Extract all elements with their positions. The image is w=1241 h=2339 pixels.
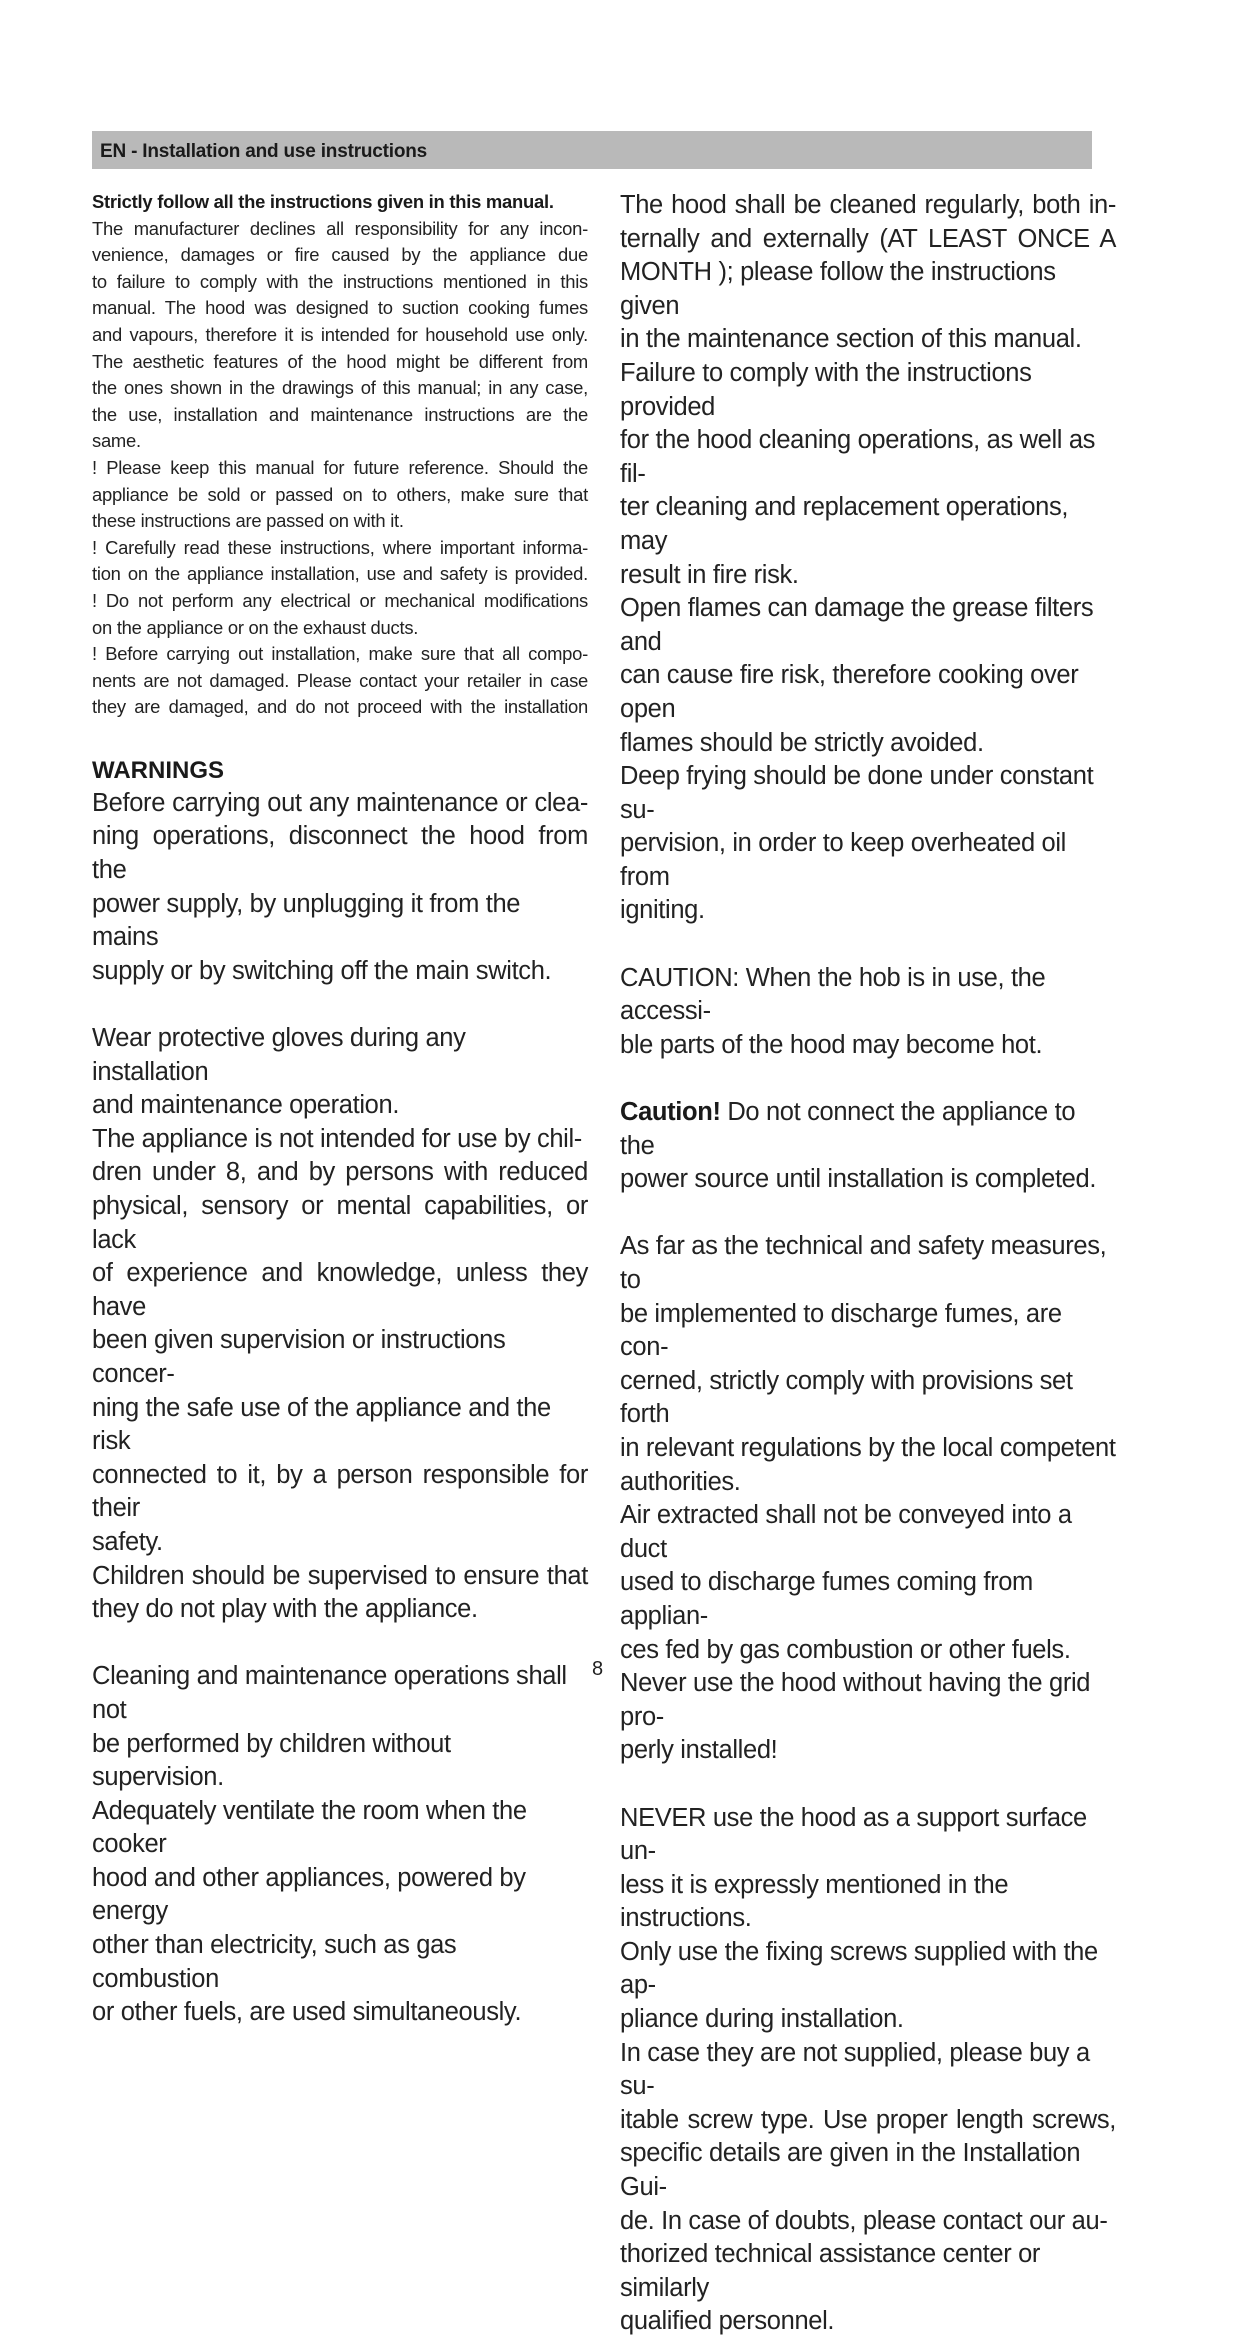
warnings-heading: WARNINGS xyxy=(92,756,224,784)
text-line: for the hood cleaning operations, as well as fil- xyxy=(620,426,1096,488)
text-line: tion on the appliance installation, use and safety is provided. xyxy=(92,563,588,585)
text-line: flames should be strictly avoided. xyxy=(620,728,984,757)
text-line: power supply, by unplugging it from the mains xyxy=(92,889,521,952)
text-line: result in fire risk. xyxy=(620,560,799,589)
text-line: venience, damages or fire caused by the appliance due xyxy=(92,244,588,266)
text-line: ! Carefully read these instructions, where important informa- xyxy=(92,536,588,558)
text-line: of experience and knowledge, unless they have xyxy=(92,1259,588,1321)
text-line: ! Before carrying out installation, make sure that all compo- xyxy=(92,643,588,665)
paragraph-gap xyxy=(92,1627,588,1661)
text-line: they do not play with the appliance. xyxy=(92,1595,478,1624)
text-line: appliance be sold or passed on to others, make sure that xyxy=(92,483,588,505)
text-line: Open flames can damage the grease filters and xyxy=(620,594,1094,656)
section-header xyxy=(92,131,1092,169)
text-line: in relevant regulations by the local competent xyxy=(620,1433,1116,1462)
text-line: power source until installation is completed. xyxy=(620,1165,1097,1194)
text-line: connected to it, by a person responsible for their xyxy=(92,1460,588,1523)
text-line: pliance during installation. xyxy=(620,2005,904,2034)
text-line: same. xyxy=(92,430,141,452)
text-line: or other fuels, are used simultaneously. xyxy=(92,1998,522,2027)
text-line: manual. The hood was designed to suction cooking fumes xyxy=(92,297,588,319)
section-header-title: EN - Installation and use instructions xyxy=(100,141,428,162)
text-line: in the maintenance section of this manual. xyxy=(620,325,1082,354)
text-line: be performed by children without supervision. xyxy=(92,1729,451,1792)
text-line: ning operations, disconnect the hood from the xyxy=(92,822,588,885)
text-line: igniting. xyxy=(620,896,705,925)
text-line: ces fed by gas combustion or other fuels. xyxy=(620,1635,1071,1664)
caution-line xyxy=(620,1096,1116,1163)
caution-text: Do not connect the appliance to the xyxy=(620,1098,1076,1160)
text-line: been given supervision or instructions concer- xyxy=(92,1326,506,1388)
text-line: Wear protective gloves during any installation xyxy=(92,1024,466,1086)
text-line: dren under 8, and by persons with reduced xyxy=(92,1158,588,1187)
paragraph-gap xyxy=(92,988,588,1022)
paragraph-gap xyxy=(620,1062,1116,1096)
text-line: MONTH ); please follow the instructions given xyxy=(620,258,1056,320)
text-line: Failure to comply with the instructions provided xyxy=(620,358,1032,421)
text-line: itable screw type. Use proper length screws, xyxy=(620,2105,1116,2134)
text-line: hood and other appliances, powered by energy xyxy=(92,1863,526,1926)
page-number: 8 xyxy=(592,1658,604,1680)
text-line: Adequately ventilate the room when the cooker xyxy=(92,1796,527,1859)
text-line: ternally and externally (AT LEAST ONCE A xyxy=(620,224,1116,253)
text-line: Before carrying out any maintenance or clea- xyxy=(92,788,588,817)
text-line: The aesthetic features of the hood might be different from xyxy=(92,350,588,372)
text-line: The hood shall be cleaned regularly, both in- xyxy=(620,191,1116,219)
text-line: authorities. xyxy=(620,1467,741,1496)
text-line: As far as the technical and safety measures, to xyxy=(620,1232,1107,1294)
text-line: qualified personnel. xyxy=(620,2307,835,2336)
text-line: safety. xyxy=(92,1527,163,1556)
text-line: nents are not damaged. Please contact your retailer in case xyxy=(92,669,588,691)
caution-label: Caution! xyxy=(620,1098,721,1127)
text-line: ble parts of the hood may become hot. xyxy=(620,1030,1043,1059)
text-line: specific details are given in the Installation Gui- xyxy=(620,2139,1081,2202)
text-line: Cleaning and maintenance operations shall not xyxy=(92,1662,567,1724)
paragraph-gap xyxy=(620,1768,1116,1802)
warnings-text xyxy=(92,787,588,2030)
text-line: Deep frying should be done under constant su- xyxy=(620,762,1094,824)
text-line: supply or by switching off the main switch. xyxy=(92,956,552,985)
text-line: on the appliance or on the exhaust ducts. xyxy=(92,616,419,638)
text-line: Only use the fixing screws supplied with the ap- xyxy=(620,1937,1098,2000)
safety-text xyxy=(620,1163,1116,2339)
text-line: they are damaged, and do not proceed with the installation xyxy=(92,696,588,718)
text-line: be implemented to discharge fumes, are con- xyxy=(620,1299,1062,1362)
right-column xyxy=(620,189,1116,2339)
paragraph-gap xyxy=(620,1197,1116,1231)
text-line: other than electricity, such as gas combustion xyxy=(92,1931,457,1993)
text-line: perly installed! xyxy=(620,1736,778,1765)
text-line: ! Please keep this manual for future reference. Should the xyxy=(92,456,588,478)
text-line: physical, sensory or mental capabilities, or lack xyxy=(92,1192,588,1254)
text-line: to failure to comply with the instructions mentioned in this xyxy=(92,270,588,292)
intro-text xyxy=(92,216,588,721)
text-line: Never use the hood without having the grid pro- xyxy=(620,1669,1091,1731)
text-line: less it is expressly mentioned in the instructions. xyxy=(620,1870,1009,1933)
text-line: CAUTION: When the hob is in use, the accessi- xyxy=(620,963,1046,1026)
text-line: The appliance is not intended for use by chil- xyxy=(92,1124,582,1153)
text-line: can cause fire risk, therefore cooking over open xyxy=(620,661,1079,723)
text-line: used to discharge fumes coming from applian- xyxy=(620,1568,1033,1630)
text-line: ter cleaning and replacement operations, may xyxy=(620,493,1069,555)
text-line: Children should be supervised to ensure that xyxy=(92,1561,588,1590)
text-line: ! Do not perform any electrical or mechanical modifications xyxy=(92,589,588,611)
text-line: these instructions are passed on with it. xyxy=(92,510,404,532)
text-line: ning the safe use of the appliance and the risk xyxy=(92,1393,551,1456)
text-line: the use, installation and maintenance instructions are the xyxy=(92,403,588,425)
maintenance-text xyxy=(620,189,1116,1096)
text-line: cerned, strictly comply with provisions set forth xyxy=(620,1366,1073,1429)
text-line: de. In case of doubts, please contact our au- xyxy=(620,2206,1108,2235)
text-line: In case they are not supplied, please buy a su- xyxy=(620,2038,1090,2101)
text-line: and maintenance operation. xyxy=(92,1091,400,1120)
text-line: NEVER use the hood as a support surface un- xyxy=(620,1803,1087,1866)
intro-lead: Strictly follow all the instructions given in this manual. xyxy=(92,191,554,212)
text-line: the ones shown in the drawings of this manual; in any case, xyxy=(92,377,588,399)
text-line: and vapours, therefore it is intended for household use only. xyxy=(92,323,588,345)
paragraph-gap xyxy=(620,928,1116,962)
text-line: thorized technical assistance center or similarly xyxy=(620,2240,1041,2302)
text-line: The manufacturer declines all responsibility for any incon- xyxy=(92,217,588,239)
text-line: Air extracted shall not be conveyed into a duct xyxy=(620,1501,1072,1563)
text-line: pervision, in order to keep overheated oil from xyxy=(620,829,1066,891)
